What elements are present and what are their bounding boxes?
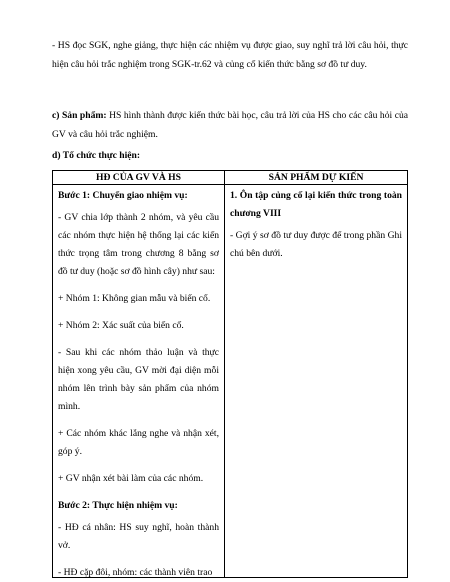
header-teacher-student-activity: HĐ CỦA GV VÀ HS [53,171,225,185]
organization-heading: d) Tổ chức thực hiện: [52,150,141,161]
left-cell [53,185,225,578]
intro-paragraph: - HS đọc SGK, nghe giảng, thực hiện các nhiệm vụ được giao, suy nghĩ trả lời câu hỏi, thực hiện câu hỏi trắc nghiệm trong SGK-tr.62 và củng cố kiến thức bằng sơ đồ tư duy. [52,40,408,70]
table-row [53,185,408,578]
step1-presentation: - Sau khi các nhóm thảo luận và thực hiện xong yêu cầu, GV mời đại diện mỗi nhóm lên trình bày sản phẩm của nhóm mình. [58,347,219,412]
step1-title: Bước 1: Chuyển giao nhiệm vụ: [58,190,188,201]
product-paragraph [52,107,408,144]
header-expected-product: SẢN PHẨM DỰ KIẾN [225,171,408,185]
activity-table [52,170,408,578]
step1-teacher-review: + GV nhận xét bài làm của các nhóm. [58,473,204,484]
step1-feedback: + Các nhóm khác lắng nghe và nhận xét, góp ý. [58,428,219,457]
table-header-row [53,171,408,185]
review-title: 1. Ôn tập củng cố lại kiến thức trong toàn chương VIII [230,190,402,219]
product-label: c) Sản phẩm: [52,110,107,121]
right-cell [225,185,408,578]
step2-individual: - HĐ cá nhân: HS suy nghĩ, hoàn thành vở. [58,522,219,551]
step2-group: - HĐ cặp đôi, nhóm: các thành viên trao [58,567,213,577]
step1-instruction: - GV chia lớp thành 2 nhóm, và yêu cầu các nhóm thực hiện hệ thống lại các kiến thức trọng tâm trong chương 8 bằng sơ đồ tư duy (hoặc sơ đồ hình cây) như sau: [58,212,219,277]
group1-item: + Nhóm 1: Không gian mẫu và biến cố. [58,293,211,304]
product-text: HS hình thành được kiến thức bài học, câu trả lời của HS cho các câu hỏi của GV và câu hỏi trắc nghiệm. [52,110,409,140]
step2-title: Bước 2: Thực hiện nhiệm vụ: [58,500,178,511]
group2-item: + Nhóm 2: Xác suất của biến cố. [58,320,184,331]
mindmap-hint: - Gợi ý sơ đồ tư duy được để trong phần Ghi chú bên dưới. [230,230,402,259]
